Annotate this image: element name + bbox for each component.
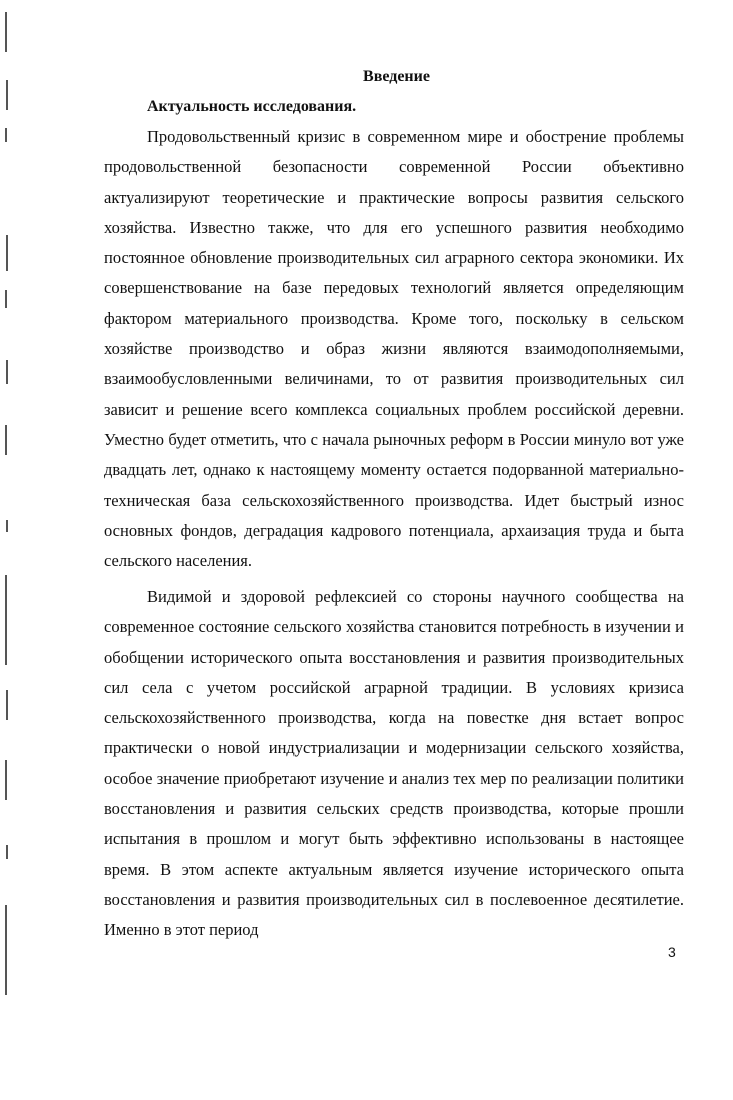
scan-mark	[5, 425, 7, 455]
scan-mark	[6, 235, 8, 271]
scan-mark	[6, 690, 8, 720]
scan-mark	[5, 290, 7, 308]
body-text-block-2	[104, 582, 684, 946]
paragraph-1: Продовольственный кризис в современном мире и обострение проблемы продовольственной безопасности современной России объективно актуализируют теоретические и практические вопросы развития сельского хозяйства. Известно также, что для его успешного развития необходимо постоянное обновление производительных сил аграрного сектора экономики. Их совершенствование на базе передовых технологий является определяющим фактором материального производства. Кроме того, поскольку в сельском хозяйстве производство и образ жизни являются взаимодополняемыми, взаимообусловленными величинами, то от развития производительных сил зависит и решение всего комплекса социальных проблем российской деревни. Уместно будет отметить, что с начала рыночных реформ в России минуло вот уже двадцать лет, однако к настоящему моменту остается подорванной материально-техническая база сельскохозяйственного производства. Идет быстрый износ основных фондов, деградация кадрового потенциала, архаизация труда и быта сельского населения.	[104, 127, 684, 571]
body-text-block-1	[104, 122, 684, 576]
paragraph-2: Видимой и здоровой рефлексией со стороны научного сообщества на современное состояние сельского хозяйства становится потребность в изучении и обобщении исторического опыта восстановления и развития производительных сил села с учетом российской аграрной традиции. В условиях кризиса сельскохозяйственного производства, когда на повестке дня встает вопрос практически о новой индустриализации и модернизации сельского хозяйства, особое значение приобретают изучение и анализ тех мер по реализации политики восстановления и развития сельских средств производства, которые прошли испытания в прошлом и могут быть эффективно использованы в настоящее время. В этом аспекте актуальным является изучение исторического опыта восстановления и развития производительных сил в послевоенное десятилетие. Именно в этот период	[104, 587, 684, 940]
section-title: Введение	[363, 68, 430, 85]
scan-mark	[5, 12, 7, 52]
scan-mark	[6, 845, 8, 859]
scan-margin-marks	[0, 0, 14, 1100]
scan-mark	[6, 360, 8, 384]
section-subtitle: Актуальность исследования.	[147, 98, 357, 115]
scan-mark	[5, 905, 7, 995]
scan-mark	[5, 128, 7, 142]
page-number: 3	[668, 944, 676, 960]
scan-mark	[5, 575, 7, 665]
scan-mark	[6, 520, 8, 532]
scan-mark	[5, 760, 7, 800]
